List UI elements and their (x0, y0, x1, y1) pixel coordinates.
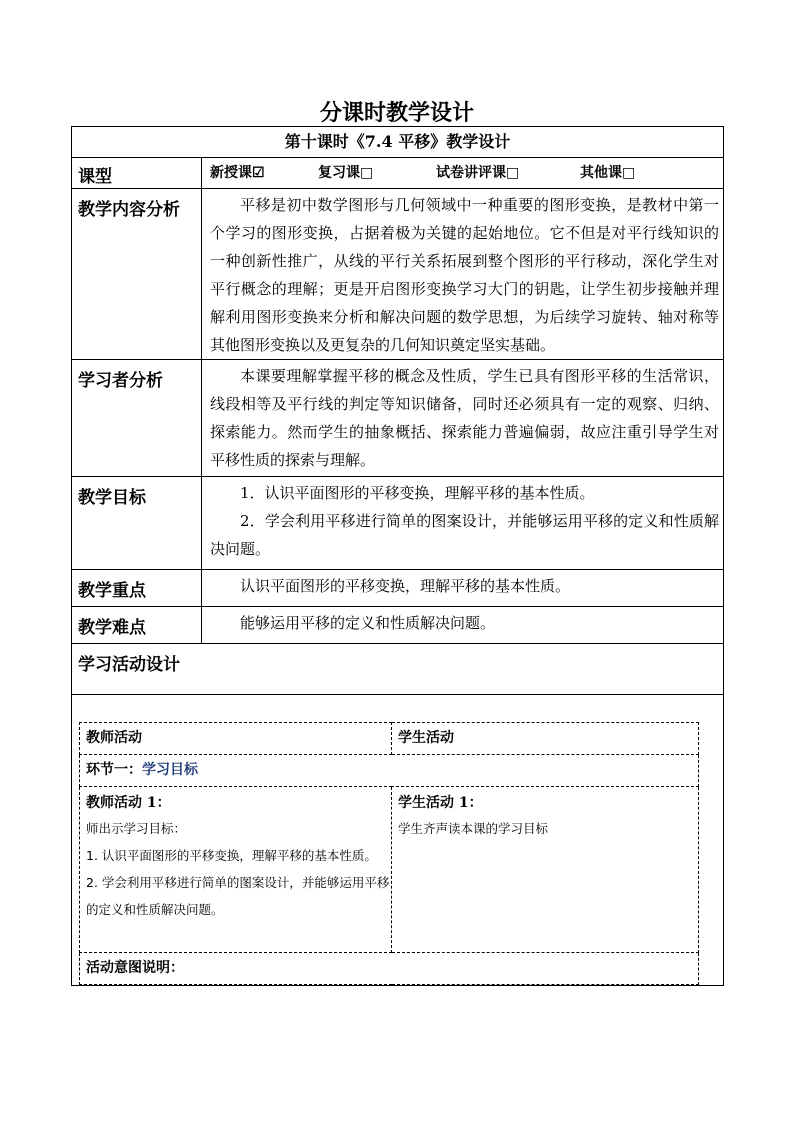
difficulties-label: 教学难点 (72, 607, 202, 644)
student-activity-title: 学生活动 1： (398, 795, 483, 811)
difficulties-cell (202, 607, 724, 644)
page-title: 分课时教学设计 (319, 100, 474, 126)
activity-table (79, 722, 699, 985)
option-test-review-lesson[interactable]: 试卷讲评课□ (436, 165, 520, 181)
intent-label: 活动意图说明： (86, 960, 184, 976)
option-new-lesson[interactable]: 新授课☑ (210, 165, 265, 181)
content-analysis-label: 教学内容分析 (72, 189, 202, 360)
intent-row (80, 953, 699, 985)
key-points-text: 认识平面图形的平移变换，理解平移的基本性质。 (240, 577, 571, 595)
student-activity-text: 学生齐声读本课的学习目标 (398, 821, 549, 836)
objectives-label: 教学目标 (72, 477, 202, 570)
lesson-subtitle: 第十课时《7.4 平移》教学设计 (72, 127, 724, 158)
option-review-lesson[interactable]: 复习课□ (318, 165, 374, 181)
teacher-line: 1. 认识平面图形的平移变换，理解平移的基本性质。 (86, 848, 377, 863)
student-activity-cell (392, 787, 699, 953)
objectives-cell (202, 477, 724, 570)
objective-item: 2．学会利用平移进行简单的图案设计，并能够运用平移的定义和性质解决问题。 (210, 512, 720, 558)
learner-analysis-cell (202, 360, 724, 477)
learner-analysis-label: 学习者分析 (72, 360, 202, 477)
key-points-cell (202, 570, 724, 607)
section-row (80, 755, 699, 787)
option-other-lesson[interactable]: 其他课□ (580, 165, 636, 181)
student-activity-header: 学生活动 (392, 723, 699, 755)
difficulties-text: 能够运用平移的定义和性质解决问题。 (240, 614, 496, 632)
objective-item: 1．认识平面图形的平移变换，理解平移的基本性质。 (240, 484, 595, 502)
lesson-plan-table (71, 126, 724, 986)
learner-analysis-text: 本课要理解掌握平移的概念及性质，学生已具有图形平移的生活常识，线段相等及平行线的判定等知识储备，同时还必须具有一定的观察、归纳、探索能力。然而学生的抽象概括、探索能力普遍偏弱，故应注重引导学生对平移性质的探索与理解。 (210, 367, 720, 469)
teacher-activity-title: 教师活动 1： (86, 795, 171, 811)
section-name: 学习目标 (142, 762, 198, 778)
teacher-line: 师出示学习目标： (86, 821, 187, 836)
teacher-activity-cell (80, 787, 392, 953)
content-analysis-text: 平移是初中数学图形与几何领域中一种重要的图形变换，是教材中第一个学习的图形变换，占据着极为关键的起始地位。它不但是对平行线知识的一种创新性推广，从线的平行关系拓展到整个图形的平行移动，深化学生对平行概念的理解；更是开启图形变换学习大门的钥匙，让学生初步接触并理解利用图形变换来分析和解决问题的数学思想，为后续学习旋转、轴对称等其他图形变换以及更复杂的几何知识奠定坚实基础。 (210, 196, 720, 354)
course-type-options (202, 158, 724, 189)
key-points-label: 教学重点 (72, 570, 202, 607)
section-prefix: 环节一： (86, 762, 142, 778)
activity-design-cell (72, 695, 724, 986)
teacher-line: 2. 学会利用平移进行简单的图案设计，并能够运用平移的定义和性质解决问题。 (86, 875, 390, 917)
content-analysis-cell (202, 189, 724, 360)
teacher-activity-header: 教师活动 (80, 723, 392, 755)
activity-design-label: 学习活动设计 (72, 644, 724, 695)
course-type-label: 课型 (72, 158, 202, 189)
